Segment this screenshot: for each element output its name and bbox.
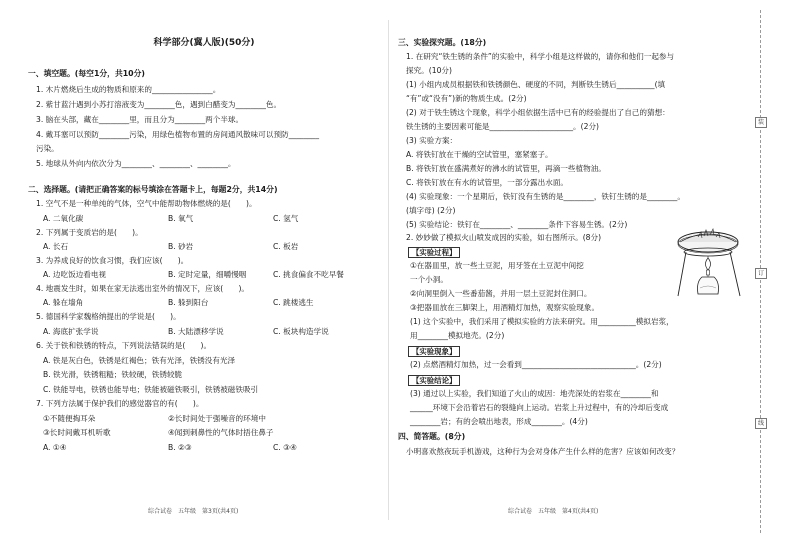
process-line-4: ③把器皿放在三脚架上，用酒精灯加热，观察实验现象。 — [410, 303, 600, 312]
flame-icon — [706, 258, 711, 270]
margin-mark-1: 装 — [755, 117, 767, 128]
q7-item-3: ③长时间戴耳机听歌 — [43, 428, 111, 437]
exp1-line-12: (填字母) (2分) — [406, 206, 456, 215]
q1-option-b: B. 氧气 — [168, 214, 194, 223]
section1-heading: 一、填空题。(每空1分，共10分) — [28, 69, 145, 78]
exp1-line-2: 探究。(10分) — [406, 66, 452, 75]
q2-option-a: A. 长石 — [43, 242, 69, 251]
short-answer-question: 小明喜欢熬夜玩手机游戏，这种行为会对身体产生什么样的危害？应该如何改变？ — [406, 447, 680, 456]
exp1-line-4: “有”或“没有”)新的物质生成。(2分) — [406, 94, 527, 103]
conclusion-line-2: ______环境下会沿着岩石的裂缝向上运动。岩浆上升过程中，有的冷却后变成 — [410, 403, 669, 412]
q2-stem: 2. 下列属于变质岩的是( )。 — [36, 228, 143, 237]
fill-line-2: 2. 紫甘蓝汁遇到小苏打溶液变为________色，遇到白醋变为________色。 — [36, 100, 282, 109]
page-divider — [388, 20, 389, 520]
process-line-2: 一个小洞。 — [410, 275, 448, 284]
q1-option-c: C. 氢气 — [273, 214, 299, 223]
q2-option-b: B. 砂岩 — [168, 242, 194, 251]
volcano-experiment-illustration — [668, 222, 750, 300]
fill-line-4: 4. 戴耳塞可以预防________污染，用绿色植物布置的房间通风散味可以预防________ — [36, 130, 320, 139]
section4-heading: 四、简答题。(8分) — [398, 432, 466, 441]
q2-option-c: C. 板岩 — [273, 242, 299, 251]
exp1-line-5: (2) 对于铁生锈这个现象，科学小组依据生活中已有的经验提出了自己的猜想： — [406, 108, 670, 117]
fill-line-1: 1. 木片燃烧后生成的物质和原来的________________。 — [36, 85, 221, 94]
q7-option-c: C. ③④ — [273, 443, 297, 452]
footer-right: 综合试卷 五年级 第4页(共4页) — [508, 508, 599, 515]
alcohol-lamp — [698, 277, 719, 294]
page-title: 科学部分(冀人版)(50分) — [153, 38, 255, 48]
fill-line-4b: 污染。 — [36, 144, 59, 153]
section3-heading: 三、实验探究题。(18分) — [398, 38, 487, 47]
tag-process: 【实验过程】 — [408, 247, 460, 258]
q6-option-b: B. 铁光滑，铁锈粗糙；铁较硬，铁锈较脆 — [43, 370, 183, 379]
margin-mark-3: 线 — [755, 418, 767, 429]
exp1-line-9: B. 将铁钉放在盛满煮好的沸水的试管里，再滴一些植物油。 — [406, 164, 606, 173]
q6-option-a: A. 铁是灰白色，铁锈是红褐色；铁有光泽，铁锈没有光泽 — [43, 356, 236, 365]
conclusion-line-3: ________岩；有的会喷出地表，形成________。(4分) — [410, 417, 588, 426]
tripod-leg-right — [730, 252, 740, 296]
q7-stem: 7. 下列方法属于保护我们的感觉器官的有( )。 — [36, 399, 204, 408]
q7-option-b: B. ②③ — [168, 443, 192, 452]
exp1-line-3: (1) 小组内成员根据铁和铁锈颜色、硬度的不同，判断铁生锈后__________(填 — [406, 80, 666, 89]
process-line-6: 用________模拟地壳。(2分) — [410, 331, 505, 340]
q3-option-a: A. 边吃饭边看电视 — [43, 270, 107, 279]
q5-option-a: A. 海底扩张学说 — [43, 327, 99, 336]
exp1-line-1: 1. 在研究“铁生锈的条件”的实验中，科学小组是这样做的，请你和他们一起参与 — [406, 52, 675, 61]
lamp-wick — [707, 270, 710, 275]
q5-option-c: C. 板块构造学说 — [273, 327, 329, 336]
exp1-line-8: A. 将铁钉放在干燥的空试管里，塞紧塞子。 — [406, 150, 553, 159]
q7-option-a: A. ①④ — [43, 443, 67, 452]
process-line-3: ②向洞里倒入一些番茄酱，并用一层土豆泥封住洞口。 — [410, 289, 592, 298]
q1-stem: 1. 空气不是一种单纯的气体，空气中能帮助物体燃烧的是( )。 — [36, 199, 257, 208]
exp1-line-6: 铁生锈的主要因素可能是______________________。(2分) — [406, 122, 600, 131]
q5-option-b: B. 大陆漂移学说 — [168, 327, 224, 336]
q7-item-1: ①不随便掏耳朵 — [43, 414, 96, 423]
exp1-line-7: (3) 实验方案： — [406, 136, 458, 145]
q7-item-4: ④闻到刺鼻性的气体时捂住鼻子 — [168, 428, 274, 437]
conclusion-line-1: (3) 通过以上实验，我们知道了火山的成因：地壳深处的岩浆在________和 — [410, 389, 659, 398]
margin-mark-2: 订 — [755, 268, 767, 279]
q4-option-a: A. 躲在墙角 — [43, 298, 84, 307]
exp1-line-10: C. 将铁钉放在有水的试管里，一部分露出水面。 — [406, 178, 569, 187]
fill-line-3: 3. 脑在头部，藏在________里，而且分为________两个半球。 — [36, 115, 244, 124]
q1-option-a: A. 二氧化碳 — [43, 214, 84, 223]
q4-stem: 4. 地震发生时，如果在家无法逃出室外的情况下，应该( )。 — [36, 284, 250, 293]
q3-stem: 3. 为养成良好的饮食习惯，我们应该( )。 — [36, 256, 189, 265]
q7-item-2: ②长时间处于强噪音的环境中 — [168, 414, 266, 423]
fill-line-5: 5. 地球从外向内依次分为________、________、________。 — [36, 159, 236, 168]
exp2-intro: 2. 妙妙做了模拟火山喷发成因的实验，如右图所示。(8分) — [406, 233, 602, 242]
tag-conclusion: 【实验结论】 — [408, 375, 460, 386]
process-line-5: (1) 这个实验中，我们采用了模拟实验的方法来研究。用__________模拟岩浆， — [410, 317, 674, 326]
section2-heading: 二、选择题。(请把正确答案的标号填涂在答题卡上，每题2分，共14分) — [28, 185, 278, 194]
q3-option-b: B. 定时定量，细嚼慢咽 — [168, 270, 247, 279]
footer-left: 综合试卷 五年级 第3页(共4页) — [148, 508, 239, 515]
exp1-line-13: (5) 实验结论：铁钉在________、________条件下容易生锈。(2分) — [406, 220, 628, 229]
q6-stem: 6. 关于铁和铁锈的特点，下列说法错误的是( )。 — [36, 341, 212, 350]
q4-option-c: C. 跳楼逃生 — [273, 298, 314, 307]
q4-option-b: B. 躲到阳台 — [168, 298, 209, 307]
q5-stem: 5. 德国科学家魏格纳提出的学说是( )。 — [36, 312, 181, 321]
exp1-line-11: (4) 实验现象：一个星期后，铁钉没有生锈的是________，铁钉生锈的是________。 — [406, 192, 685, 201]
tripod-leg-left — [678, 252, 686, 296]
process-line-1: ①在器皿里，放一些土豆泥，用牙签在土豆泥中间挖 — [410, 261, 584, 270]
phenomenon-line: (2) 点燃酒精灯加热，过一会看到______________________________。(2分) — [410, 360, 662, 369]
q3-option-c: C. 挑食偏食不吃早餐 — [273, 270, 344, 279]
tag-phenomenon: 【实验现象】 — [408, 346, 460, 357]
q6-option-c: C. 铁能导电，铁锈也能导电；铁能被磁铁吸引，铁锈被磁铁吸引 — [43, 385, 259, 394]
